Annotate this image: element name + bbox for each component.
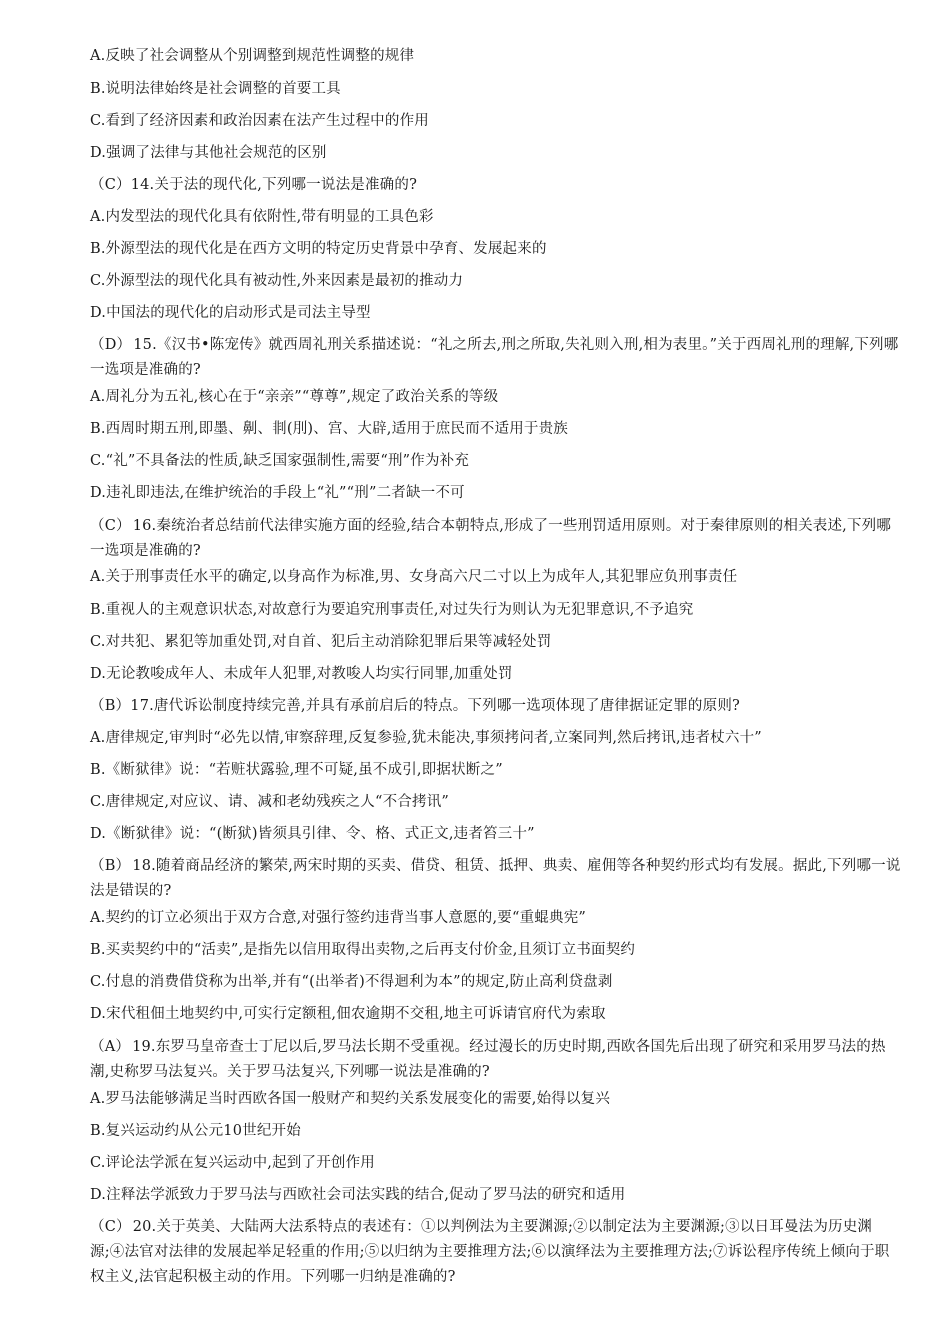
q20-stem xyxy=(90,1215,902,1290)
q18-option-a: A.契约的订立必须出于双方合意,对强行签约违背当事人意愿的,要“重蜫典宪” xyxy=(90,910,587,926)
q16-option-c: C.对共犯、累犯等加重处罚,对自首、犯后主动消除犯罪后果等减轻处罚 xyxy=(90,634,552,650)
q14-option-c: C.外源型法的现代化具有被动性,外来因素是最初的推动力 xyxy=(90,273,464,289)
q17-option-b: B.《断狱律》说：“若赃状露验,理不可疑,虽不成引,即据状断之” xyxy=(90,762,503,778)
q16-stem xyxy=(90,514,902,564)
q17-stem-text: 17.唐代诉讼制度持续完善,并具有承前启后的特点。下列哪一选项体现了唐律据证定罪的原则? xyxy=(130,698,741,714)
q16-option-d: D.无论教唆成年人、未成年人犯罪,对教唆人均实行同罪,加重处罚 xyxy=(90,666,513,682)
q17-option-c: C.唐律规定,对应议、请、减和老幼残疾之人“不合拷讯” xyxy=(90,794,450,810)
q18-stem xyxy=(90,854,902,904)
q14-answer: （C） xyxy=(90,177,131,193)
q18-option-c: C.付息的消费借贷称为出举,并有“(出举者)不得迴利为本”的规定,防止高利贷盘剥 xyxy=(90,974,613,990)
q19-stem-text: 19.东罗马皇帝查士丁尼以后,罗马法长期不受重视。经过漫长的历史时期,西欧各国先后出现了研究和采用罗马法的热潮,史称罗马法复兴。关于罗马法复兴,下列哪一说法是准确的? xyxy=(90,1039,886,1080)
q13-option-b: B.说明法律始终是社会调整的首要工具 xyxy=(90,81,341,97)
q18-answer: （B） xyxy=(90,858,131,874)
q17-stem xyxy=(90,695,910,717)
q19-stem xyxy=(90,1035,902,1085)
q16-answer: （C） xyxy=(90,518,131,534)
q20-answer: （C） xyxy=(90,1219,131,1235)
q19-option-c: C.评论法学派在复兴运动中,起到了开创作用 xyxy=(90,1155,375,1171)
q19-answer: （A） xyxy=(90,1039,131,1055)
q19-option-d: D.注释法学派致力于罗马法与西欧社会司法实践的结合,促动了罗马法的研究和适用 xyxy=(90,1187,626,1203)
q14-stem xyxy=(90,174,910,196)
q18-option-d: D.宋代租佃土地契约中,可实行定额租,佃农逾期不交租,地主可诉请官府代为索取 xyxy=(90,1006,606,1022)
q15-stem xyxy=(90,333,902,383)
q16-option-a: A.关于刑事责任水平的确定,以身高作为标准,男、女身高六尺二寸以上为成年人,其犯罪应负刑事责任 xyxy=(90,569,738,585)
q14-stem-text: 14.关于法的现代化,下列哪一说法是准确的? xyxy=(130,177,418,193)
q15-option-c: C.“礼”不具备法的性质,缺乏国家强制性,需要“刑”作为补充 xyxy=(90,453,470,469)
q16-stem-text: 16.秦统治者总结前代法律实施方面的经验,结合本朝特点,形成了一些刑罚适用原则。对于秦律原则的相关表述,下列哪一选项是准确的? xyxy=(90,518,892,559)
q18-option-b: B.买卖契约中的“活卖”,是指先以信用取得出卖物,之后再支付价金,且须订立书面契约 xyxy=(90,942,636,958)
q14-option-d: D.中国法的现代化的启动形式是司法主导型 xyxy=(90,305,371,321)
q15-option-d: D.违礼即违法,在维护统治的手段上“礼”“刑”二者缺一不可 xyxy=(90,485,465,501)
q15-option-a: A.周礼分为五礼,核心在于“亲亲”“尊尊”,规定了政治关系的等级 xyxy=(90,389,499,405)
q13-option-a: A.反映了社会调整从个别调整到规范性调整的规律 xyxy=(90,48,415,64)
q17-option-a: A.唐律规定,审判时“必先以情,审察辞理,反复参验,犹未能决,事须拷问者,立案同判,然后拷讯,违者杖六十” xyxy=(90,730,762,746)
q18-stem-text: 18.随着商品经济的繁荣,两宋时期的买卖、借贷、租赁、抵押、典卖、雇佣等各种契约形式均有发展。据此,下列哪一说法是错误的? xyxy=(90,858,901,899)
q15-stem-text: 15.《汉书•陈宠传》就西周礼刑关系描述说：“礼之所去,刑之所取,失礼则入刑,相为表里。”关于西周礼刑的理解,下列哪一选项是准确的? xyxy=(90,337,899,378)
q13-option-d: D.强调了法律与其他社会规范的区别 xyxy=(90,145,327,161)
q15-answer: （D） xyxy=(90,337,132,353)
q17-option-d: D.《断狱律》说：“(断狱)皆须具引律、令、格、式正文,违者笞三十” xyxy=(90,826,535,842)
q19-option-b: B.复兴运动约从公元10世纪开始 xyxy=(90,1123,301,1139)
q13-option-c: C.看到了经济因素和政治因素在法产生过程中的作用 xyxy=(90,113,429,129)
q19-option-a: A.罗马法能够满足当时西欧各国一般财产和契约关系发展变化的需要,始得以复兴 xyxy=(90,1091,611,1107)
q14-option-b: B.外源型法的现代化是在西方文明的特定历史背景中孕育、发展起来的 xyxy=(90,241,547,257)
q16-option-b: B.重视人的主观意识状态,对故意行为要追究刑事责任,对过失行为则认为无犯罪意识,不予追究 xyxy=(90,602,694,618)
q15-option-b: B.西周时期五刑,即墨、劓、剕(刖)、宫、大辟,适用于庶民而不适用于贵族 xyxy=(90,421,568,437)
q20-stem-text: 20.关于英美、大陆两大法系特点的表述有：①以判例法为主要渊源;②以制定法为主要渊源;③以日耳曼法为历史渊源;④法官对法律的发展起举足轻重的作用;⑤以归纳为主要推理方法;⑥以演绎法为主要推理方法;⑦诉讼程序传统上倾向于职权主义,法官起积极主动的作用。下列哪一归纳是准确的? xyxy=(90,1219,890,1285)
q14-option-a: A.内发型法的现代化具有依附性,带有明显的工具色彩 xyxy=(90,209,434,225)
q17-answer: （B） xyxy=(90,698,131,714)
